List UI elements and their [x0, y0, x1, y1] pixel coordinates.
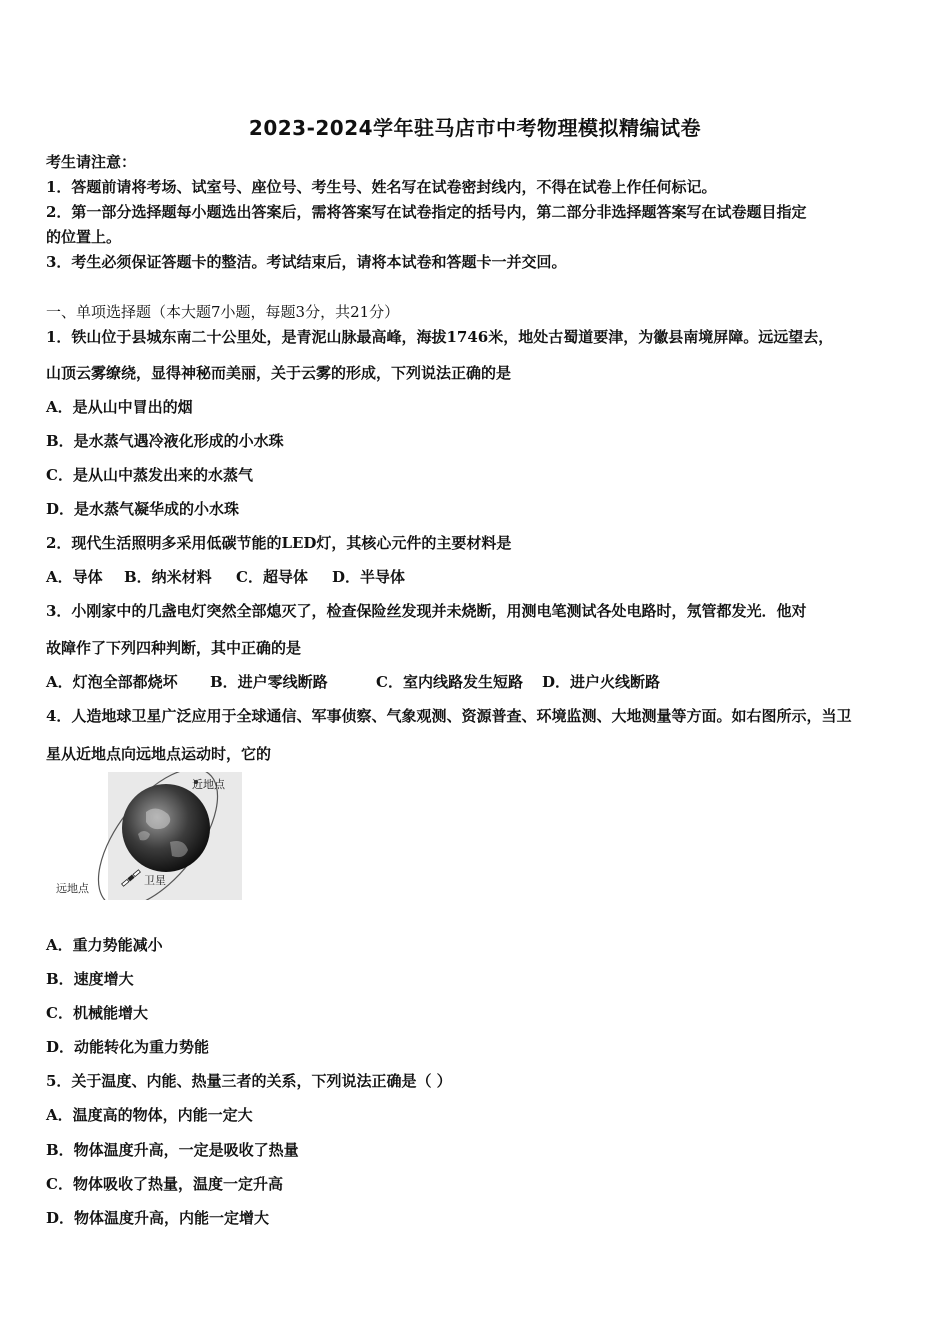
notice-item: 1．答题前请将考场、试室号、座位号、考生号、姓名写在试卷密封线内，不得在试卷上作任何标记。 — [46, 178, 717, 196]
question-1-stem: 1．铁山位于县城东南二十公里处，是青泥山脉最高峰，海拔1746米，地处古蜀道要津，为徽县南境屏障。远远望去， — [46, 328, 834, 346]
question-4-option-c: C．机械能增大 — [46, 1004, 148, 1022]
question-2-stem: 2．现代生活照明多采用低碳节能的LED灯，其核心元件的主要材料是 — [46, 534, 512, 552]
question-3-option-c: C．室内线路发生短路 — [376, 673, 523, 691]
notice-heading: 考生请注意： — [46, 153, 137, 171]
question-2-option-b: B．纳米材料 — [124, 568, 212, 586]
question-4-option-b: B．速度增大 — [46, 970, 134, 988]
question-1-option-d: D．是水蒸气凝华成的小水珠 — [46, 500, 240, 518]
perigee-label: 近地点 — [192, 778, 225, 791]
satellite-label: 卫星 — [144, 874, 166, 887]
section-heading: 一、单项选择题（本大题7小题，每题3分，共21分） — [46, 303, 400, 321]
question-5-option-b: B．物体温度升高，一定是吸收了热量 — [46, 1141, 299, 1159]
question-4-stem: 4．人造地球卫星广泛应用于全球通信、军事侦察、气象观测、资源普查、环境监测、大地测量等方面。如右图所示，当卫 — [46, 707, 852, 725]
question-5-option-c: C．物体吸收了热量，温度一定升高 — [46, 1175, 283, 1193]
earth-image — [122, 784, 210, 872]
question-1-option-c: C．是从山中蒸发出来的水蒸气 — [46, 466, 253, 484]
question-1-option-b: B．是水蒸气遇冷液化形成的小水珠 — [46, 432, 284, 450]
satellite-orbit-figure — [50, 772, 242, 900]
question-4-option-d: D．动能转化为重力势能 — [46, 1038, 210, 1056]
question-3-options — [46, 672, 916, 692]
notice-item: 的位置上。 — [46, 228, 122, 246]
question-3-stem: 3．小刚家中的几盏电灯突然全部熄灭了，检查保险丝发现并未烧断，用测电笔测试各处电路时，氖管都发光．他对 — [46, 602, 807, 620]
question-2-option-c: C．超导体 — [236, 568, 308, 586]
question-2-options — [46, 567, 916, 587]
question-3-stem-cont: 故障作了下列四种判断，其中正确的是 — [46, 639, 302, 657]
apogee-label: 远地点 — [56, 882, 89, 895]
question-3-option-b: B．进户零线断路 — [210, 673, 328, 691]
question-4-stem-cont: 星从近地点向远地点运动时，它的 — [46, 745, 272, 763]
notice-item: 2．第一部分选择题每小题选出答案后，需将答案写在试卷指定的括号内，第二部分非选择题答案写在试卷题目指定 — [46, 203, 807, 221]
notice-item: 3．考生必须保证答题卡的整洁。考试结束后，请将本试卷和答题卡一并交回。 — [46, 253, 567, 271]
question-5-option-a: A．温度高的物体，内能一定大 — [46, 1106, 253, 1124]
question-1-option-a: A．是从山中冒出的烟 — [46, 398, 193, 416]
question-2-option-a: A．导体 — [46, 568, 103, 586]
question-5-stem: 5．关于温度、内能、热量三者的关系，下列说法正确是（ ） — [46, 1072, 452, 1090]
question-1-stem-cont: 山顶云雾缭绕，显得神秘而美丽，关于云雾的形成，下列说法正确的是 — [46, 364, 512, 382]
question-3-option-a: A．灯泡全部都烧坏 — [46, 673, 178, 691]
question-4-option-a: A．重力势能减小 — [46, 936, 163, 954]
question-5-option-d: D．物体温度升高，内能一定增大 — [46, 1209, 270, 1227]
question-2-option-d: D．半导体 — [332, 568, 406, 586]
page-title: 2023-2024学年驻马店市中考物理模拟精编试卷 — [248, 116, 702, 140]
question-3-option-d: D．进户火线断路 — [542, 673, 661, 691]
